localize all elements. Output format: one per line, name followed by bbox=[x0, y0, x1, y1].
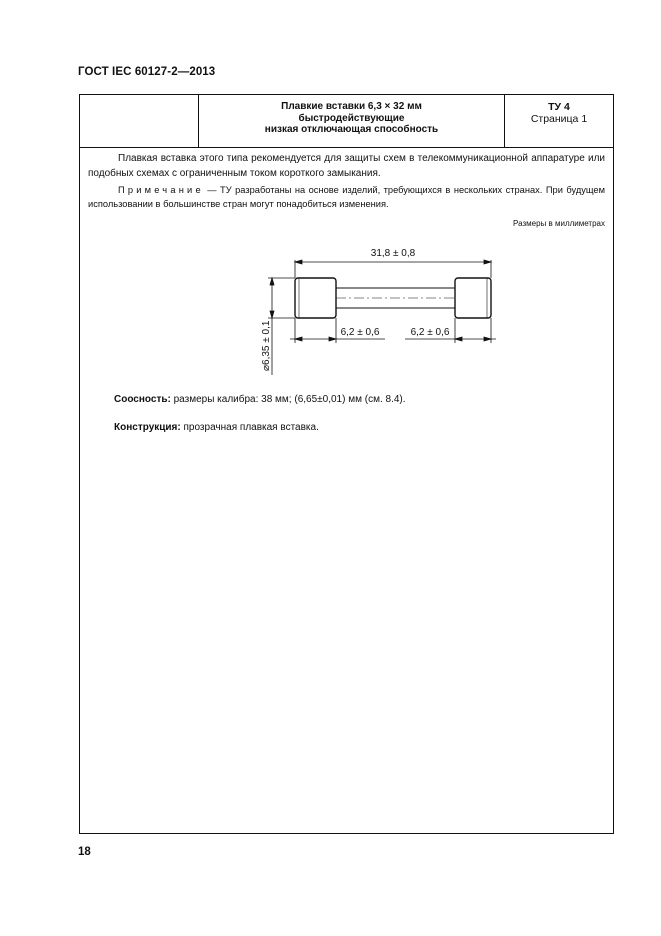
standard-id: ГОСТ IEC 60127-2—2013 bbox=[78, 66, 216, 78]
cap-right-arrow-b bbox=[484, 337, 491, 341]
title-line-3: низкая отключающая способность bbox=[264, 124, 439, 135]
cap-right-arrow-a bbox=[455, 337, 462, 341]
title-line-2: быстродействующие bbox=[298, 112, 405, 124]
overall-length-label: 31,8 ± 0,8 bbox=[370, 248, 416, 259]
spec-sheet-frame bbox=[79, 94, 614, 834]
fuse-drawing bbox=[80, 95, 615, 395]
alignment-value: размеры калибра: 38 мм; (6,65±0,01) мм (см. 8.4). bbox=[170, 394, 406, 405]
arrow-right bbox=[484, 260, 491, 264]
note-text: — ТУ разработаны на основе изделий, требующихся в нескольких странах. При будущем использовании в большинстве стран могут понадобиться изменения. bbox=[88, 185, 605, 209]
dimensions-note: Размеры в миллиметрах bbox=[513, 219, 605, 228]
description-paragraph: Плавкая вставка этого типа рекомендуется для защиты схем в телекоммуникационной аппаратуре или подобных схемах с ограниченным током короткого замыкания. bbox=[88, 153, 605, 179]
cap-right-length-label: 6,2 ± 0,6 bbox=[410, 327, 450, 338]
construction-label: Конструкция: bbox=[114, 422, 181, 433]
end-cap-right bbox=[455, 278, 491, 318]
diameter-label: ⌀6,35 ± 0,1 bbox=[261, 320, 272, 371]
cap-left-length-label: 6,2 ± 0,6 bbox=[340, 327, 380, 338]
end-cap-left bbox=[295, 278, 336, 318]
alignment-label: Соосность: bbox=[114, 394, 171, 405]
construction-line bbox=[114, 422, 319, 433]
alignment-line bbox=[114, 394, 406, 405]
diameter-arrow-bottom bbox=[270, 311, 274, 318]
diameter-arrow-top bbox=[270, 278, 274, 285]
title-line-1: Плавкие вставки 6,3 × 32 мм bbox=[281, 101, 422, 112]
cap-left-arrow-b bbox=[329, 337, 336, 341]
cap-left-arrow-a bbox=[295, 337, 302, 341]
sheet-code: ТУ 4 bbox=[548, 101, 570, 113]
construction-value: прозрачная плавкая вставка. bbox=[180, 422, 319, 433]
note-label: Примечание bbox=[118, 185, 204, 195]
arrow-left bbox=[295, 260, 302, 264]
sheet-page: Страница 1 bbox=[530, 113, 588, 125]
page-number: 18 bbox=[78, 846, 91, 858]
